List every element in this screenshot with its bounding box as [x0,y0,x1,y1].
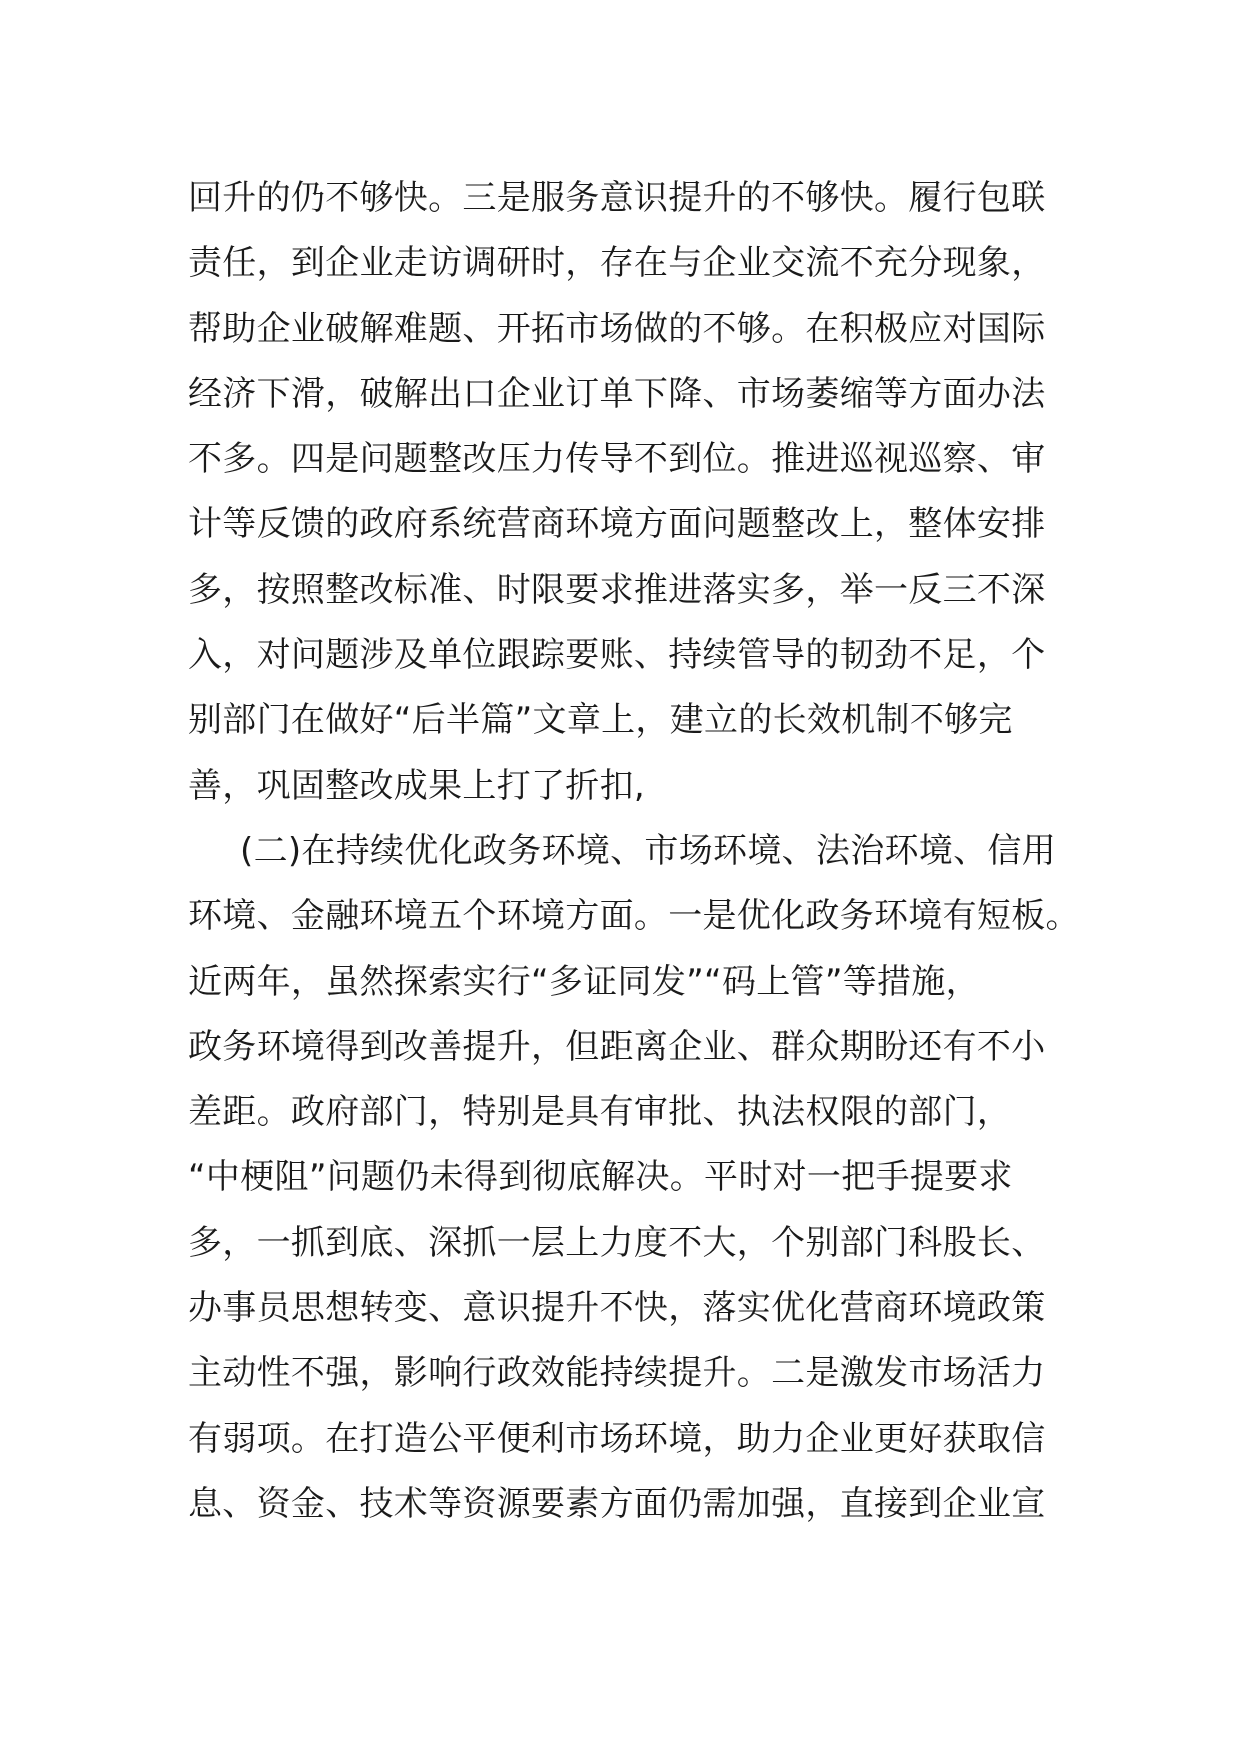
text-line: 有弱项。在打造公平便利市场环境，助力企业更好获取信 [188,1418,1046,1459]
text-line: 政务环境得到改善提升，但距离企业、群众期盼还有不小 [188,1026,1046,1067]
text-line: 经济下滑，破解出口企业订单下降、市场萎缩等方面办法 [188,373,1046,414]
text-line: 善，巩固整改成果上打了折扣, [188,765,646,806]
text-line: 办事员思想转变、意识提升不快，落实优化营商环境政策 [188,1288,1046,1329]
text-line: 计等反馈的政府系统营商环境方面问题整改上，整体安排 [188,504,1046,545]
text-line: 帮助企业破解难题、开拓市场做的不够。在积极应对国际 [188,308,1046,349]
text-line: 环境、金融环境五个环境方面。一是优化政务环境有短板。 [188,896,1080,937]
text-line: 差距。政府部门，特别是具有审批、执法权限的部门， [188,1092,1012,1133]
text-line: 主动性不强，影响行政效能持续提升。二是激发市场活力 [188,1353,1046,1394]
section-heading-line: (二)在持续优化政务环境、市场环境、法治环境、信用 [240,830,1057,871]
text-line: 别部门在做好“后半篇”文章上，建立的长效机制不够完 [188,700,1013,741]
text-line: 息、资金、技术等资源要素方面仍需加强，直接到企业宣 [188,1483,1046,1524]
text-line: 不多。四是问题整改压力传导不到位。推进巡视巡察、审 [188,439,1046,480]
text-line: 多，按照整改标准、时限要求推进落实多，举一反三不深 [188,569,1046,610]
text-line: 多，一抓到底、深抓一层上力度不大，个别部门科股长、 [188,1222,1046,1263]
text-line: 回升的仍不够快。三是服务意识提升的不够快。履行包联 [188,178,1046,218]
text-line: “中梗阻”问题仍未得到彻底解决。平时对一把手提要求 [188,1157,1013,1198]
text-line: 责任，到企业走访调研时，存在与企业交流不充分现象， [188,243,1046,284]
body-text [188,166,1080,1537]
text-line: 入，对问题涉及单位跟踪要账、持续管导的韧劲不足，个 [188,635,1046,676]
text-line: 近两年，虽然探索实行“多证同发”“码上管”等措施， [188,961,980,1002]
